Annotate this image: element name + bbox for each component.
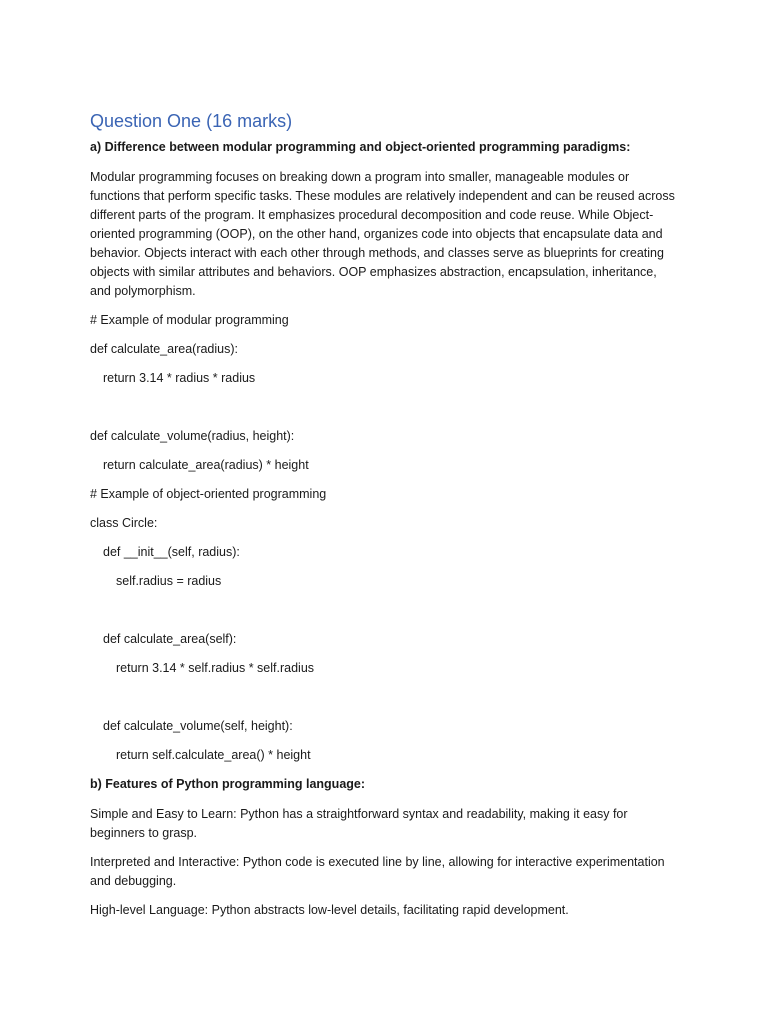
code-return-area: return 3.14 * radius * radius	[103, 371, 256, 385]
code-return-method-volume: return self.calculate_area() * height	[116, 748, 311, 762]
code-def-method-area: def calculate_area(self):	[103, 632, 237, 646]
document-page	[90, 108, 680, 930]
code-def-method-volume: def calculate_volume(self, height):	[103, 719, 293, 733]
code-class-circle: class Circle:	[90, 516, 158, 530]
part-b-title: b) Features of Python programming language:	[90, 777, 366, 791]
code-blank-line	[90, 688, 680, 707]
part-a-paragraph: Modular programming focuses on breaking down a program into smaller, manageable modules or functions that perform specific tasks. These modules are relatively independent and can be reused across different parts of the program. It emphasizes procedural decomposition and code reuse. While Object-oriented programming (OOP), on the other hand, organizes code into objects that encapsulate data and behavior. Objects interact with each other through methods, and classes serve as blueprints for creating objects with similar attributes and behaviors. OOP emphasizes abstraction, encapsulation, inheritance, and polymorphism.	[90, 170, 675, 298]
feature-simple: Simple and Easy to Learn: Python has a straightforward syntax and readability, making it easy for beginners to grasp.	[90, 807, 628, 840]
question-heading: Question One (16 marks)	[90, 111, 293, 131]
code-def-calculate-area: def calculate_area(radius):	[90, 342, 238, 356]
code-comment-oop: # Example of object-oriented programming	[90, 487, 327, 501]
code-return-method-area: return 3.14 * self.radius * self.radius	[116, 661, 315, 675]
code-blank-line	[90, 601, 680, 620]
part-a-title: a) Difference between modular programming and object-oriented programming paradigms:	[90, 140, 631, 154]
code-self-radius: self.radius = radius	[116, 574, 222, 588]
feature-high-level: High-level Language: Python abstracts low-level details, facilitating rapid development.	[90, 903, 569, 917]
code-return-volume: return calculate_area(radius) * height	[103, 458, 309, 472]
code-def-calculate-volume: def calculate_volume(radius, height):	[90, 429, 295, 443]
feature-interpreted: Interpreted and Interactive: Python code is executed line by line, allowing for interactive experimentation and debugging.	[90, 855, 665, 888]
code-blank-line	[90, 398, 680, 417]
code-def-init: def __init__(self, radius):	[103, 545, 240, 559]
code-comment-modular: # Example of modular programming	[90, 313, 289, 327]
